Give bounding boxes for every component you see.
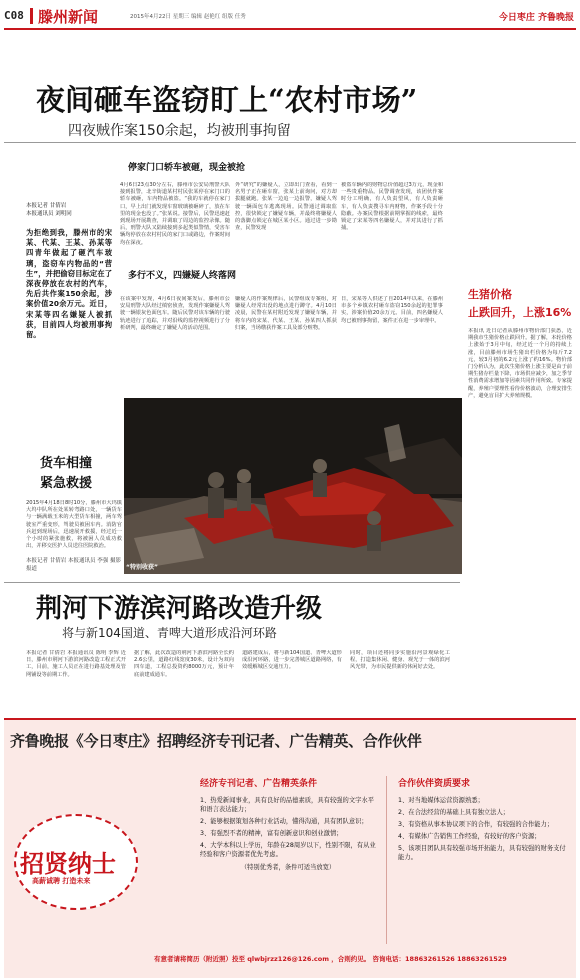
lead-col-6: 日，宋某等人供述了自2014年以来，在滕州市多个乡镇农村砸车盗窃150余起的犯罪事实，涉案价值20余万元。目前，四名嫌疑人均已被刑事拘留，案件正在进一步审理中。 [341, 296, 443, 324]
brief-body: 2015年4月18日8时10分，滕州市大坞镇大坞中队所在处某转弯路口处，一辆货车与一辆满载玉米的大型货车相撞，两车驾驶室严重变形，驾驶员被困车内。消防官兵赶到现场后，迅速展开救援，经过近一个小时的紧张施救，将被困人员成功救出，并移交医护人员送往医院救治。 [26, 500, 122, 550]
ad-logo [10, 806, 140, 916]
ad-divider [386, 776, 387, 944]
ad-left-item: 4、大学本科以上学历，年龄在28周岁以下，性别不限，有从业经验和客户资源者优先考虑。 [200, 842, 376, 858]
recruitment-ad [4, 718, 576, 978]
date-line: 2015年4月22日 星期三 编辑 赵艳红 组版 任秀 [130, 14, 246, 20]
ad-left-note: （特别优秀者，条件可适当放宽） [240, 864, 336, 871]
lead-col-1: 4月6日23点30分左右，滕州市公安局刑警大队接到报警，北辛街道某村村民张某停在家门口的轿车被砸，车内物品被盗。“我的车就停在家门口，早上出门就发现车窗玻璃被砸碎了，放在车里的现金也没了。”张某说。接警后，民警迅速赶到现场开展勘查，并调取了周边的监控录像。随后，刑警大队又陆续接到多起类似警情，受害车辆均停放在农村村民的家门口或路边，作案时间均在深夜。 [120, 182, 230, 246]
road-col-1: 本报记者 甘倩岩 本报通讯员 陈明 李辉 近日，滕州市荆河下游滨河路改造工程正式开工，目前，施工人员正在进行路基处理及管网铺设等前期工作。 [26, 650, 126, 678]
lead-subhead-1: 停家门口轿车被砸，现金被抢 [128, 163, 246, 173]
lead-subhead-2: 多行不义，四嫌疑人终落网 [128, 271, 237, 281]
ad-left-heading: 经济专刊记者、广告精英条件 [200, 779, 318, 789]
page-number: C08 [4, 9, 24, 22]
lead-headline: 夜间砸车盗窃盯上“农村市场” [36, 83, 418, 117]
ad-right-heading: 合作伙伴资质要求 [398, 779, 471, 789]
road-headline: 荆河下游滨河路改造升级 [36, 594, 323, 624]
ad-logo-main: 招贤纳士 [20, 849, 116, 878]
road-top-rule [4, 582, 460, 583]
ad-left-item: 1、热爱新闻事业，具有良好的品德素质，具有较强的文字水平和语言表达能力； [200, 797, 375, 813]
lead-col-2: 外“研究”的嫌疑人，立即出门查看，看到一名男子正在砸车窗，张某上前询问，对方却拔腿就跑。张某一边追一边报警，嫌疑人驾驶一辆面包车逃离现场。民警通过调取监控，很快锁定了嫌疑车辆，并最终将嫌疑人的落脚点锁定在城区某小区。通过进一步勘查，民警发现 [235, 182, 337, 232]
price-body: 本报讯 近日记者从滕州市物价部门获悉，近期我市生猪价格止跌回升。据了解，本轮价格上涨始于3月中旬，经过近一个月的持续上涨，目前滕州市场生猪出栏价格为每斤7.2元，较3月初的6.2元上涨了约16%。物价部门分析认为，此次生猪价格上涨主要是由于前期生猪存栏量下降，市场供应减少，加之季节性消费需求增加等因素共同作用所致。专家提醒，养殖户要理性看待价格波动，合理安排生产，避免盲目扩大养殖规模。 [468, 328, 572, 399]
photo-caption-title: “特别收获” [126, 564, 158, 571]
road-deck: 将与新104国道、青啤大道形成沿河环路 [62, 626, 277, 640]
ad-left-list [200, 796, 376, 872]
lead-col-4: 在该案中发现，4月6日夜间案发后，滕州市公安局刑警大队经过缜密侦查，发现作案嫌疑人驾驶一辆银灰色面包车。随后民警对该车辆的行驶轨迹进行了追踪，并对沿线的监控视频进行了分析研判，最终确定了嫌疑人的活动范围。 [120, 296, 230, 331]
masthead [0, 0, 580, 30]
news-photo [124, 398, 462, 574]
road-col-4: 同时，项目还将同步实施沿河景观绿化工程，打造集休闲、健身、观光于一体的滨河风光带，为市民提供新的休闲好去处。 [350, 650, 450, 671]
brief-credit: 本报记者 甘倩岩 本报通讯员 李强 摄影报道 [26, 558, 121, 572]
price-title-2: 止跌回升，上涨16% [468, 306, 572, 319]
lead-col-5: 嫌疑人的作案规律后，民警组成专案组，对嫌疑人经常出没的地点进行蹲守。4月10日凌晨，民警在某村附近发现了嫌疑车辆，并将车内的宋某、代某、王某、孙某四人抓获归案，当场缴获作案工具及部分赃物。 [235, 296, 337, 331]
road-col-2: 据了解，此次改造的荆河下游滨河路全长约2.6公里，道路红线宽度30米，设计为双向四车道，工程总投资约8000万元，预计年底前建成通车。 [134, 650, 234, 678]
lead-byline: 本报记者 甘倩岩 本报通讯员 刘明同 [26, 203, 72, 217]
ad-left-item: 3、有强烈不者的精神，富有创新意识和创业激情； [200, 830, 343, 837]
ad-title: 齐鲁晚报《今日枣庄》招聘经济专刊记者、广告精英、合作伙伴 [10, 732, 422, 750]
price-title-1: 生猪价格 [468, 288, 512, 301]
ad-right-item: 3、有资格从事本协议项下的合作，有较强的合作能力； [398, 821, 554, 828]
lead-intro: 为拒绝到我，滕州市的宋某、代某、王某、孙某等四青年做起了砸汽车玻璃，盗窃车内物品的“营生”，并把偷窃目标定在了深夜停放在农村的汽车，先后共作案150余起，涉案价值20余万元。近日，宋某等四名嫌疑人被抓获，目前四人均被刑事拘留。 [26, 228, 112, 340]
masthead-rule [4, 28, 576, 30]
ad-right-list [398, 796, 568, 865]
wreck-photo-illustration [124, 398, 462, 574]
road-col-3: 道路建成后，将与新104国道、青啤大道形成沿河环路，进一步完善城区道路网络，有效缓解城区交通压力。 [242, 650, 342, 671]
section-bar [30, 8, 33, 24]
brief-title-1: 货车相撞 [40, 456, 93, 471]
headline-rule [4, 142, 576, 143]
lead-col-3: 被盗车辆内的财物总价值超过3万元，现金和一些贵重物品。民警调查发现，该团伙作案时分工明确，有人负责望风，有人负责砸车，有人负责搜寻车内财物，作案手段十分隐蔽。办案民警根据前期掌握的线索，最终锁定了宋某等四名嫌疑人，并对其进行了抓捕。 [341, 182, 443, 232]
ad-right-item: 4、有媒体广告销售工作经验，有较好的客户资源； [398, 833, 541, 840]
brief-title-2: 紧急救援 [40, 476, 93, 491]
ad-footer: 有意者请将简历（附近照）投至 qlwbjrzz126@126.com ，合则约见。 咨询电话：18863261526 18863261529 [154, 955, 507, 963]
ad-logo-sub: 高薪诚聘 打造未来 [32, 877, 91, 885]
section-title: 滕州新闻 [38, 8, 99, 26]
ad-right-item: 1、对当地媒体运营资源熟悉； [398, 797, 484, 804]
ad-right-item: 2、在合法经营的基础上具有独立法人； [398, 809, 510, 816]
ad-right-item: 5、该项目团队具有较强市场开拓能力，具有较强的财务支付能力。 [398, 845, 566, 861]
lead-deck: 四夜贼作案150余起，均被刑事拘留 [68, 123, 291, 139]
brand-logo: 今日枣庄 齐鲁晚报 [498, 13, 574, 23]
ad-left-item: 2、能够根据策划各种行业活动，懂得沟通，具有团队意识； [200, 818, 368, 825]
